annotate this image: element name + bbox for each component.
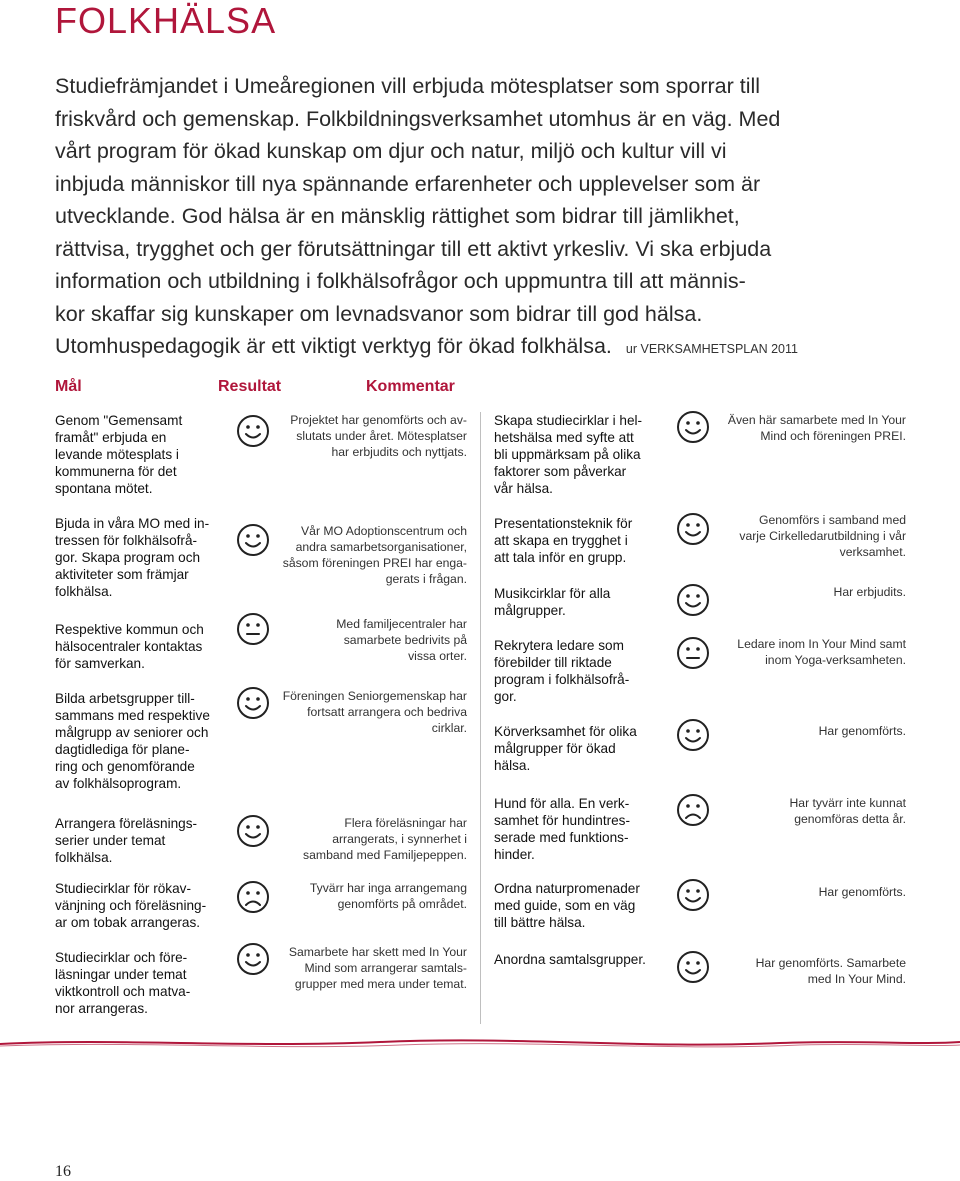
left-goal-item xyxy=(55,949,235,1017)
happy-smiley-icon xyxy=(676,583,710,617)
goal-line: hälsocentraler kontaktas xyxy=(55,639,203,654)
neutral-smiley-icon xyxy=(236,612,270,646)
neutral-smiley-icon xyxy=(676,636,710,670)
comment-line: genomföras detta år. xyxy=(794,812,906,826)
goal-line: hälsa. xyxy=(494,758,531,773)
goal-line: med guide, som en väg xyxy=(494,898,636,913)
comment-line: Mind som arrangerar samtals- xyxy=(304,961,467,975)
comment-line: Har genomförts. Samarbete xyxy=(755,956,906,970)
intro-line: friskvård och gemenskap. Folkbildningsverksamhet utomhus är en väg. Med xyxy=(55,106,781,131)
goal-line: serade med funktions- xyxy=(494,830,629,845)
comment-line: Har erbjudits. xyxy=(833,585,906,599)
goal-line: Körverksamhet för olika xyxy=(494,724,637,739)
goal-line: Presentationsteknik för xyxy=(494,516,633,531)
header-comment: Kommentar xyxy=(366,378,455,395)
happy-smiley-icon xyxy=(676,878,710,912)
goal-line: spontana mötet. xyxy=(55,481,153,496)
intro-last-text: Utomhuspedagogik är ett viktigt verktyg för ökad folkhälsa. xyxy=(55,334,612,358)
comment-line: Projektet har genomförts och av- xyxy=(290,413,467,427)
goal-line: hinder. xyxy=(494,847,535,862)
goal-line: för samverkan. xyxy=(55,656,145,671)
right-comment-item xyxy=(721,795,906,827)
page-title: FOLKHÄLSA xyxy=(55,0,277,41)
right-comment-item xyxy=(721,636,906,668)
intro-line: kor skaffar sig kunskaper om levnadsvanor som bidrar till god hälsa. xyxy=(55,301,703,326)
comment-line: Mind och föreningen PREI. xyxy=(760,429,906,443)
goal-line: Ordna naturpromenader xyxy=(494,881,640,896)
comment-line: Tyvärr har inga arrangemang xyxy=(309,881,467,895)
happy-smiley-icon xyxy=(676,718,710,752)
comment-line: Genomförs i samband med xyxy=(759,513,906,527)
left-comment-item xyxy=(282,880,467,912)
right-goal-item xyxy=(494,795,674,863)
goal-line: Bilda arbetsgrupper till- xyxy=(55,691,195,706)
goal-line: faktorer som påverkar xyxy=(494,464,627,479)
goal-line: dagtidlediga för plane- xyxy=(55,742,190,757)
comment-line: Vår MO Adoptionscentrum och xyxy=(301,524,467,538)
right-comment-item xyxy=(721,412,906,444)
page-number: 16 xyxy=(55,1163,71,1180)
goal-line: att skapa en trygghet i xyxy=(494,533,628,548)
comment-line: Samarbete har skett med In Your xyxy=(288,945,467,959)
comment-line: Ledare inom In Your Mind samt xyxy=(737,637,906,651)
intro-line: inbjuda människor till nya spännande erfarenheter och upplevelser som är xyxy=(55,171,761,196)
right-goal-item xyxy=(494,951,674,968)
goal-line: kommunerna för det xyxy=(55,464,177,479)
comment-line: Har tyvärr inte kunnat xyxy=(789,796,906,810)
sad-smiley-icon xyxy=(236,880,270,914)
right-comment-item xyxy=(721,512,906,560)
right-comment-item xyxy=(721,955,906,987)
happy-smiley-icon xyxy=(236,942,270,976)
happy-smiley-icon xyxy=(236,523,270,557)
goal-line: målgrupper för ökad xyxy=(494,741,616,756)
source-reference: ur VERKSAMHETSPLAN 2011 xyxy=(625,342,798,356)
goal-line: förebilder till riktade xyxy=(494,655,612,670)
right-goal-item xyxy=(494,880,674,931)
left-comment-item xyxy=(282,523,467,587)
happy-smiley-icon xyxy=(236,814,270,848)
comment-line: såsom föreningen PREI har enga- xyxy=(282,556,467,570)
goal-line: bli uppmärksam på olika xyxy=(494,447,641,462)
left-goal-item xyxy=(55,815,235,866)
goal-line: gor. xyxy=(494,689,517,704)
intro-line: vårt program för ökad kunskap om djur och natur, miljö och kultur vill vi xyxy=(55,139,727,163)
comment-line: gerats i frågan. xyxy=(385,572,467,586)
goal-line: framåt" erbjuda en xyxy=(55,430,167,445)
right-comment-item xyxy=(721,884,906,900)
intro-line: rättvisa, trygghet och ger förutsättningar till ett aktivt yrkesliv. Vi ska erbjuda xyxy=(55,236,772,261)
goal-line: program i folkhälsofrå- xyxy=(494,672,630,687)
comment-line: vissa orter. xyxy=(408,649,467,663)
right-goal-item xyxy=(494,585,674,619)
left-comment-item xyxy=(282,616,467,664)
comment-line: Flera föreläsningar har xyxy=(344,816,467,830)
comment-line: varje Cirkelledarutbildning i vår xyxy=(739,529,906,543)
goal-line: levande mötesplats i xyxy=(55,447,179,462)
left-goal-item xyxy=(55,690,235,792)
intro-paragraph xyxy=(55,70,905,366)
intro-line: Studiefrämjandet i Umeåregionen vill erbjuda mötesplatser som sporrar till xyxy=(55,74,761,98)
goal-line: viktkontroll och matva- xyxy=(55,984,191,999)
header-result: Resultat xyxy=(218,378,282,395)
goal-line: serier under temat xyxy=(55,833,166,848)
goal-line: Musikcirklar för alla xyxy=(494,586,611,601)
comment-line: Föreningen Seniorgemenskap har xyxy=(282,689,467,703)
left-comment-item xyxy=(282,944,467,992)
goal-line: Anordna samtalsgrupper. xyxy=(494,952,646,967)
goal-line: aktiviteter som främjar xyxy=(55,567,189,582)
goal-line: folkhälsa. xyxy=(55,584,113,599)
right-comment-item xyxy=(721,723,906,739)
comment-line: har erbjudits och nyttjats. xyxy=(331,445,467,459)
comment-line: samband med Familjepeppen. xyxy=(303,848,467,862)
comment-line: Även här samarbete med In Your xyxy=(727,413,906,427)
left-comment-item xyxy=(282,412,467,460)
comment-line: verksamhet. xyxy=(839,545,906,559)
comment-line: arrangerats, i synnerhet i xyxy=(332,832,467,846)
happy-smiley-icon xyxy=(676,512,710,546)
right-goal-item xyxy=(494,412,674,497)
goal-line: folkhälsa. xyxy=(55,850,113,865)
comment-line: cirklar. xyxy=(431,721,467,735)
comment-line: med In Your Mind. xyxy=(807,972,906,986)
goal-line: målgrupper. xyxy=(494,603,566,618)
comment-line: Har genomförts. xyxy=(818,724,906,738)
right-goal-item xyxy=(494,637,674,705)
goal-line: Rekrytera ledare som xyxy=(494,638,624,653)
goal-line: ring och genomförande xyxy=(55,759,195,774)
goal-line: Bjuda in våra MO med in- xyxy=(55,516,210,531)
goal-line: Studiecirklar för rökav- xyxy=(55,881,191,896)
goal-line: Genom "Gemensamt xyxy=(55,413,183,428)
right-goal-item xyxy=(494,515,674,566)
intro-last-line xyxy=(55,330,905,366)
left-goal-item xyxy=(55,515,235,600)
sad-smiley-icon xyxy=(676,793,710,827)
decorative-red-line xyxy=(0,1030,960,1060)
header-goal: Mål xyxy=(55,378,82,395)
comment-line: genomförts på området. xyxy=(337,897,467,911)
goal-line: vår hälsa. xyxy=(494,481,553,496)
goal-line: av folkhälsoprogram. xyxy=(55,776,182,791)
goal-line: tressen för folkhälsofrå- xyxy=(55,533,198,548)
comment-line: inom Yoga-verksamheten. xyxy=(765,653,906,667)
goal-line: gor. Skapa program och xyxy=(55,550,201,565)
goal-line: sammans med respektive xyxy=(55,708,210,723)
goal-line: Skapa studiecirklar i hel- xyxy=(494,413,643,428)
comment-line: fortsatt arrangera och bedriva xyxy=(307,705,467,719)
intro-line: utvecklande. God hälsa är en mänsklig rättighet som bidrar till jämlikhet, xyxy=(55,204,740,228)
intro-line: information och utbildning i folkhälsofrågor och uppmuntra till att männis- xyxy=(55,269,746,293)
column-divider xyxy=(480,412,481,1024)
happy-smiley-icon xyxy=(676,410,710,444)
left-goal-item xyxy=(55,621,235,672)
comment-line: Med familjecentraler har xyxy=(336,617,467,631)
goal-line: Hund för alla. En verk- xyxy=(494,796,630,811)
goal-line: att tala inför en grupp. xyxy=(494,550,627,565)
goal-line: nor arrangeras. xyxy=(55,1001,148,1016)
goal-line: hetshälsa med syfte att xyxy=(494,430,634,445)
goal-line: samhet för hundintres- xyxy=(494,813,631,828)
goal-line: Studiecirklar och före- xyxy=(55,950,188,965)
comment-line: samarbete bedrivits på xyxy=(343,633,467,647)
left-comment-item xyxy=(282,688,467,736)
left-comment-item xyxy=(282,815,467,863)
goal-line: vänjning och föreläsning- xyxy=(55,898,207,913)
goal-line: Respektive kommun och xyxy=(55,622,204,637)
happy-smiley-icon xyxy=(676,950,710,984)
left-goal-item xyxy=(55,412,235,497)
comment-line: slutats under året. Mötesplatser xyxy=(296,429,467,443)
comment-line: Har genomförts. xyxy=(818,885,906,899)
comment-line: grupper med mera under temat. xyxy=(294,977,467,991)
happy-smiley-icon xyxy=(236,686,270,720)
left-goal-item xyxy=(55,880,235,931)
happy-smiley-icon xyxy=(236,414,270,448)
goal-line: målgrupp av seniorer och xyxy=(55,725,209,740)
goal-line: Arrangera föreläsnings- xyxy=(55,816,198,831)
goal-line: ar om tobak arrangeras. xyxy=(55,915,201,930)
goal-line: läsningar under temat xyxy=(55,967,187,982)
right-goal-item xyxy=(494,723,674,774)
goal-line: till bättre hälsa. xyxy=(494,915,586,930)
right-comment-item xyxy=(721,584,906,600)
comment-line: andra samarbetsorganisationer, xyxy=(295,540,467,554)
